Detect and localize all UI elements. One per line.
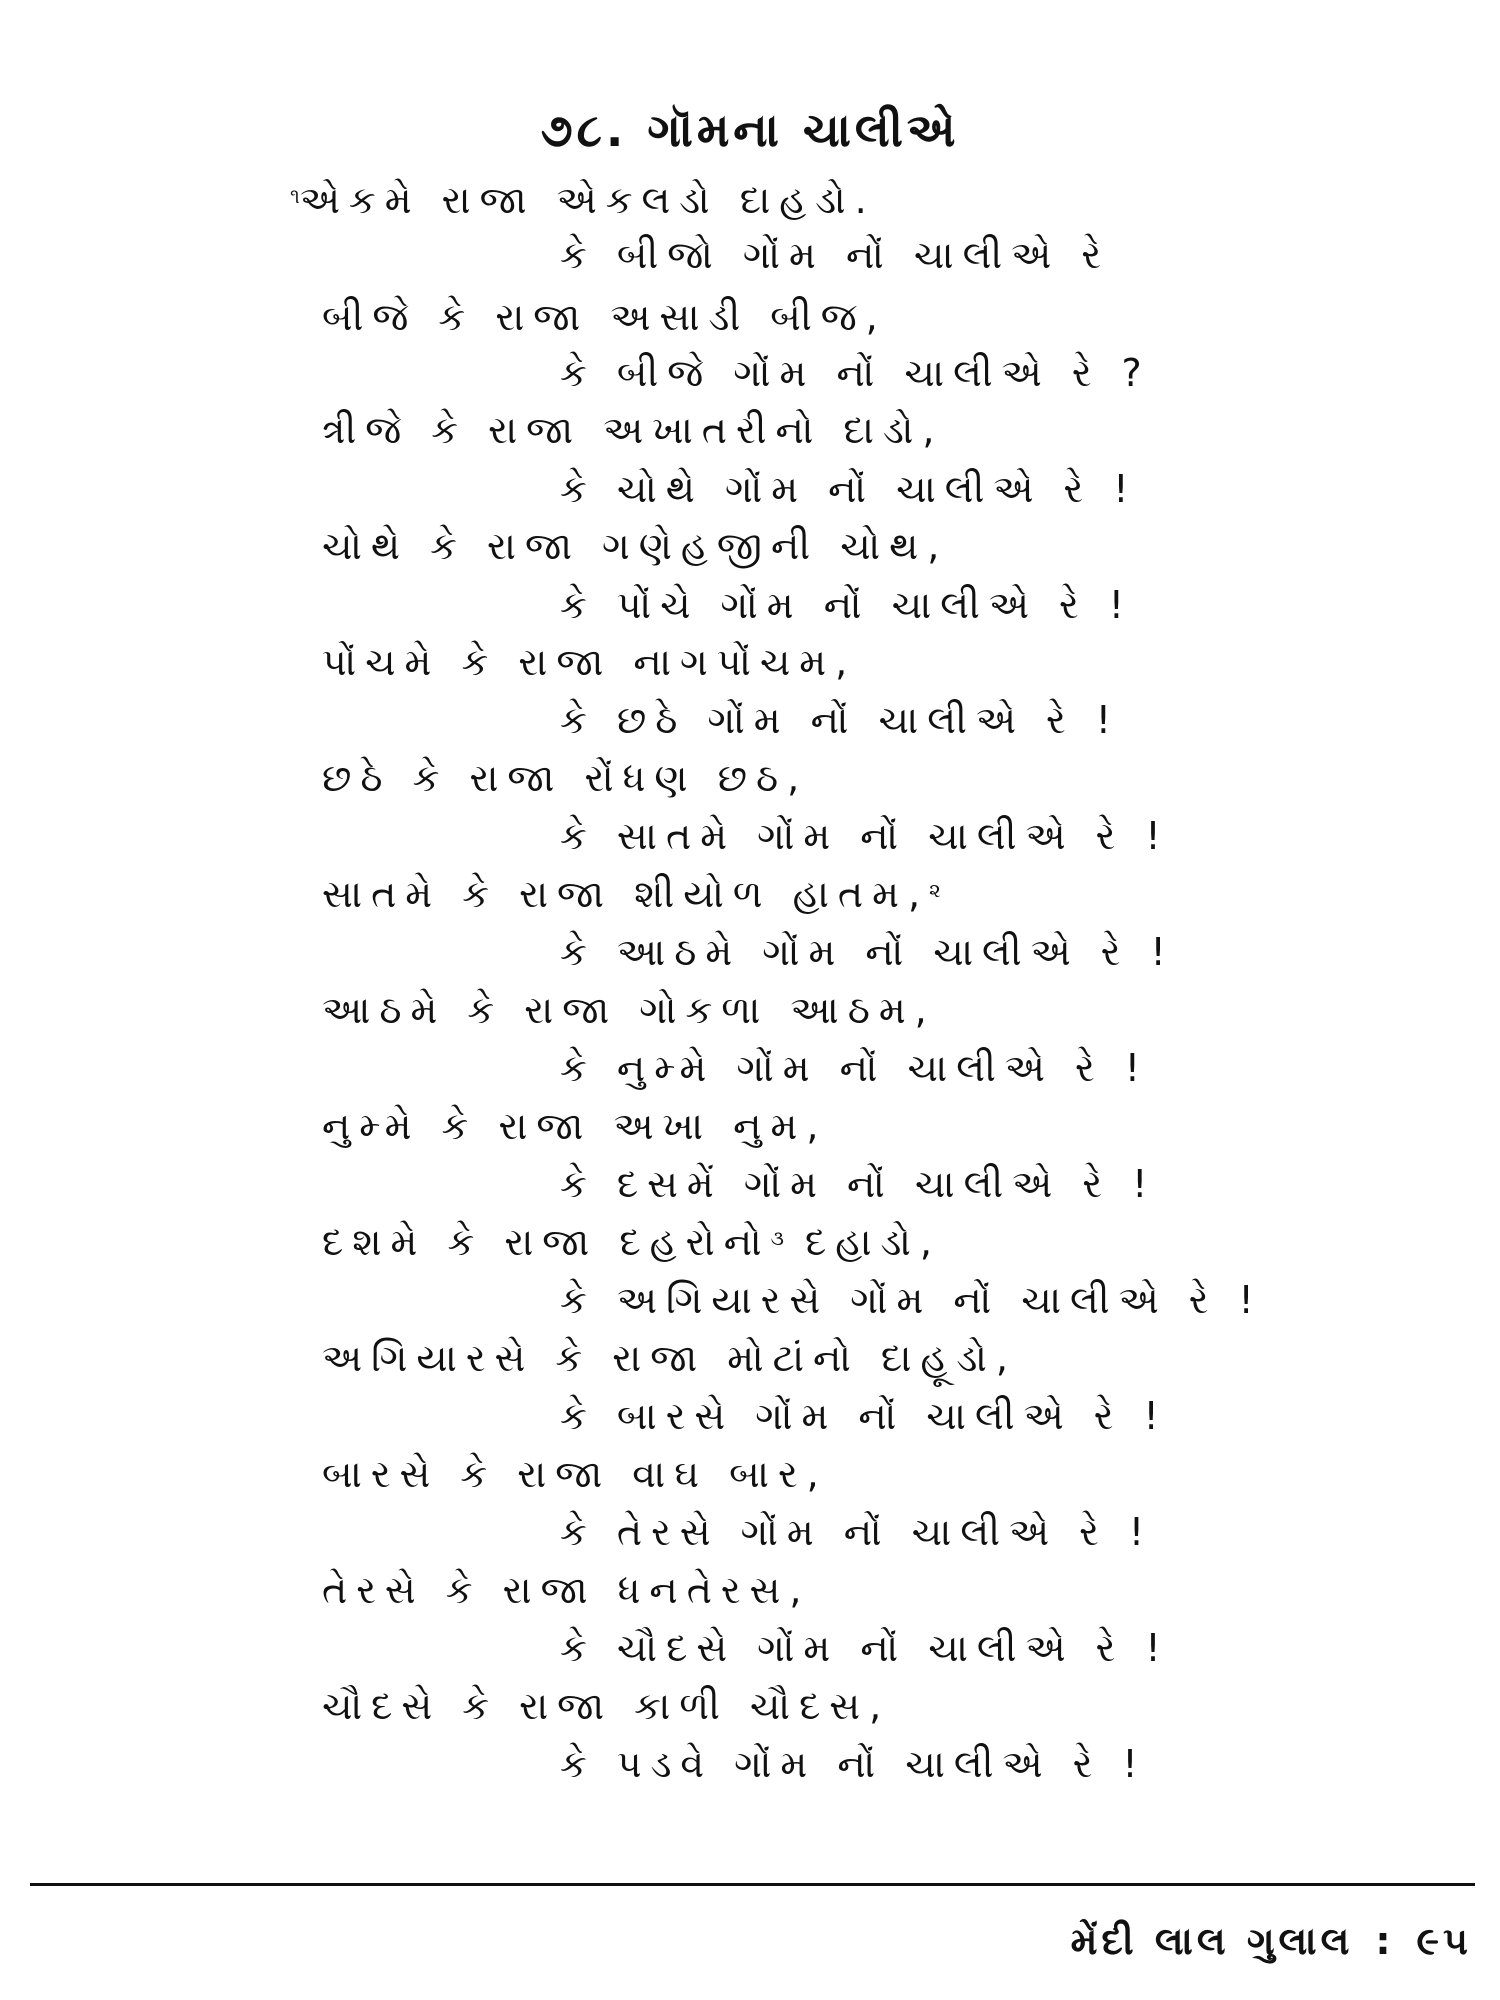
- page-number: ૯૫: [1416, 1919, 1472, 1963]
- poem-refrain: કે બીજે ગોંમ નોં ચાલીએ રે ?: [560, 351, 1151, 395]
- poem-line: $^૧$એકમે રાજા એકલડો દાહડો.: [290, 178, 876, 222]
- poem-refrain: કે બારસે ગોંમ નોં ચાલીએ રે !: [560, 1394, 1168, 1438]
- poem-line: આઠમે કે રાજા ગોકળા આઠમ,: [322, 988, 936, 1032]
- poem-line: ચોથે કે રાજા ગણેહજીની ચોથ,: [322, 524, 949, 568]
- footnote-marker: ૧: [290, 184, 300, 208]
- poem-refrain: કે પડવે ગોંમ નોં ચાલીએ રે !: [560, 1742, 1147, 1786]
- poem-line: દશમે કે રાજા દહરોનો$^૩$ દહાડો,: [322, 1220, 941, 1264]
- footer-divider: [30, 1883, 1475, 1886]
- footnote-marker: ૨: [929, 878, 941, 902]
- poem-refrain: કે નુમ્મે ગોંમ નોં ચાલીએ રે !: [560, 1046, 1149, 1090]
- poem-line: અગિયારસે કે રાજા મોટાંનો દાહૂડો,: [322, 1336, 1017, 1380]
- footer-separator: :: [1375, 1919, 1395, 1963]
- poem-line: પોંચમે કે રાજા નાગપોંચમ,: [322, 640, 857, 684]
- poem-line: નુમ્મે કે રાજા અખા નુમ,: [322, 1104, 828, 1148]
- page-footer: [1071, 1916, 1472, 1966]
- poem-refrain: કે પોંચે ગોંમ નોં ચાલીએ રે !: [560, 583, 1134, 627]
- poem-line: છઠે કે રાજા રોંધણ છઠ,: [322, 756, 809, 800]
- footnote-marker: ૩: [770, 1226, 784, 1250]
- poem-line: ચૌદસે કે રાજા કાળી ચૌદસ,: [322, 1684, 891, 1728]
- poem-refrain: કે દસમેં ગોંમ નોં ચાલીએ રે !: [560, 1162, 1157, 1206]
- poem-refrain: કે આઠમે ગોંમ નોં ચાલીએ રે !: [560, 930, 1175, 974]
- book-title: મેંદી લાલ ગુલાલ: [1070, 1919, 1354, 1963]
- poem-line: બારસે કે રાજા વાઘ બાર,: [322, 1452, 828, 1496]
- poem-refrain: કે અગિયારસે ગોંમ નોં ચાલીએ રે !: [560, 1278, 1263, 1322]
- poem-refrain: કે બીજો ગોંમ નોં ચાલીએ રે: [560, 233, 1110, 277]
- poem-refrain: કે ચોથે ગોંમ નોં ચાલીએ રે !: [560, 467, 1138, 511]
- poem-line: સાતમે કે રાજા શીયોળ હાતમ,$^૨$: [322, 872, 941, 916]
- poem-refrain: કે ચૌદસે ગોંમ નોં ચાલીએ રે !: [560, 1626, 1170, 1670]
- poem-line: ત્રીજે કે રાજા અખાતરીનો દાડો,: [322, 408, 944, 452]
- poem-refrain: કે સાતમે ગોંમ નોં ચાલીએ રે !: [560, 814, 1170, 858]
- poem-line: બીજે કે રાજા અસાડી બીજ,: [322, 295, 887, 339]
- poem-refrain: કે છઠે ગોંમ નોં ચાલીએ રે !: [560, 698, 1120, 742]
- poem-line: તેરસે કે રાજા ધનતેરસ,: [322, 1568, 811, 1612]
- page-title: ૭૮. ગૉમના ચાલીએ: [540, 103, 960, 157]
- poem-refrain: કે તેરસે ગોંમ નોં ચાલીએ રે !: [560, 1510, 1154, 1554]
